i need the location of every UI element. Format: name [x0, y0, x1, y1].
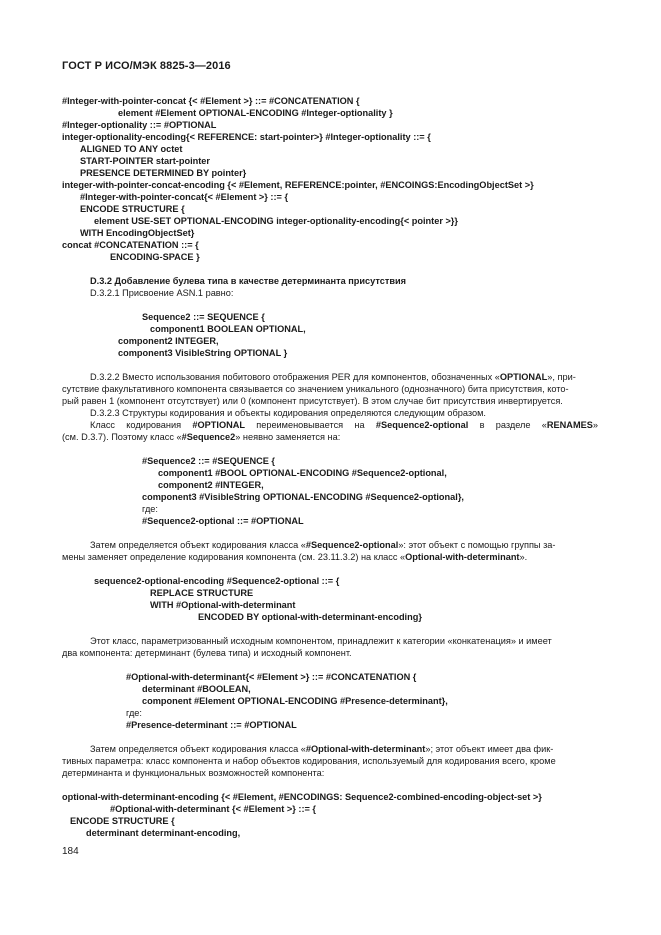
code-line: WITH #Optional-with-determinant	[150, 600, 296, 610]
paragraph: D.3.2.3 Структуры кодирования и объекты кодирования определяются следующим образом.	[90, 408, 486, 418]
code-line: determinant #BOOLEAN,	[142, 684, 251, 694]
paragraph-line: Затем определяется объект кодирования класса «#Optional-with-determinant»; этот объект имеет два фик-	[90, 744, 554, 754]
code-line: #Integer-with-pointer-concat {< #Element >} ::= #CONCATENATION {	[62, 96, 360, 106]
code-line: component2 #INTEGER,	[158, 480, 264, 490]
code-line: #Presence-determinant ::= #OPTIONAL	[126, 720, 297, 730]
paragraph-line: Затем определяется объект кодирования класса «#Sequence2-optional»: этот объект с помощью группы за-	[90, 540, 556, 550]
paragraph-line: сутствие факультативного компонента связывается со значением уникального (однозначного) бита присутствия, кото-	[62, 384, 569, 394]
paragraph-line: Этот класс, параметризованный исходным компонентом, принадлежит к категории «конкатенация» и имеет	[90, 636, 552, 646]
code-line: integer-optionality-encoding{< REFERENCE: start-pointer>} #Integer-optionality ::= {	[62, 132, 431, 142]
code-line: concat #CONCATENATION ::= {	[62, 240, 199, 250]
code-line: START-POINTER start-pointer	[80, 156, 210, 166]
code-line: component #Element OPTIONAL-ENCODING #Presence-determinant},	[142, 696, 448, 706]
code-line: component3 VisibleString OPTIONAL }	[118, 348, 288, 358]
code-line: #Sequence2-optional ::= #OPTIONAL	[142, 516, 304, 526]
paragraph: D.3.2.1 Присвоение ASN.1 равно:	[90, 288, 234, 298]
code-line: component3 #VisibleString OPTIONAL-ENCODING #Sequence2-optional},	[142, 492, 464, 502]
paragraph-line: мены заменяет определение кодирования компонента (см. 23.11.3.2) на класс «Optional-with-determinant».	[62, 552, 528, 562]
paragraph-line: два компонента: детерминант (булева типа) и исходный компонент.	[62, 648, 352, 658]
paragraph-line: D.3.2.2 Вместо использования побитового отображения PER для компонентов, обозначенных «OPTIONAL», при-	[90, 372, 576, 382]
page-number: 184	[62, 846, 79, 857]
code-line: element #Element OPTIONAL-ENCODING #Integer-optionality }	[118, 108, 393, 118]
section-heading: D.3.2 Добавление булева типа в качестве детерминанта присутствия	[90, 276, 407, 286]
code-line: ALIGNED TO ANY octet	[80, 144, 183, 154]
paragraph-line: Класс кодирования #OPTIONAL переименовывается на #Sequence2-optional в разделе «RENAMES»	[90, 420, 598, 430]
code-line: REPLACE STRUCTURE	[150, 588, 254, 598]
paragraph-line: (см. D.3.7). Поэтому класс «#Sequence2» неявно заменяется на:	[62, 432, 341, 442]
code-line: #Optional-with-determinant {< #Element >} ::= {	[110, 804, 316, 814]
code-line: где:	[126, 708, 142, 718]
code-line: optional-with-determinant-encoding {< #Element, #ENCODINGS: Sequence2-combined-encoding-object-set >}	[62, 792, 542, 802]
code-line: determinant determinant-encoding,	[86, 828, 241, 838]
code-line: component1 #BOOL OPTIONAL-ENCODING #Sequence2-optional,	[158, 468, 447, 478]
code-line: element USE-SET OPTIONAL-ENCODING integer-optionality-encoding{< pointer >}}	[94, 216, 458, 226]
document-header: ГОСТ Р ИСО/МЭК 8825-3—2016	[62, 60, 231, 72]
code-line: ENCODE STRUCTURE {	[80, 204, 185, 214]
code-line: #Integer-with-pointer-concat{< #Element >} ::= {	[80, 192, 289, 202]
code-line: где:	[142, 504, 158, 514]
code-line: WITH EncodingObjectSet}	[80, 228, 195, 238]
code-line: Sequence2 ::= SEQUENCE {	[142, 312, 265, 322]
code-line: ENCODE STRUCTURE {	[70, 816, 175, 826]
paragraph-line: детерминанта и функциональных возможностей компонента:	[62, 768, 325, 778]
code-line: sequence2-optional-encoding #Sequence2-optional ::= {	[94, 576, 340, 586]
code-line: ENCODED BY optional-with-determinant-encoding}	[198, 612, 422, 622]
code-line: #Optional-with-determinant{< #Element >} ::= #CONCATENATION {	[126, 672, 417, 682]
code-line: #Integer-optionality ::= #OPTIONAL	[62, 120, 217, 130]
code-line: component1 BOOLEAN OPTIONAL,	[150, 324, 306, 334]
code-line: integer-with-pointer-concat-encoding {< #Element, REFERENCE:pointer, #ENCOINGS:EncodingObjectSet >}	[62, 180, 534, 190]
code-line: ENCODING-SPACE }	[110, 252, 200, 262]
code-line: PRESENCE DETERMINED BY pointer}	[80, 168, 247, 178]
code-line: #Sequence2 ::= #SEQUENCE {	[142, 456, 276, 466]
paragraph-line: тивных параметра: класс компонента и набор объектов кодирования, используемый для кодирования всего, кроме	[62, 756, 556, 766]
code-line: component2 INTEGER,	[118, 336, 219, 346]
paragraph-line: рый равен 1 (компонент отсутствует) или 0 (компонент присутствует). В этом случае бит присутствия инвертируется.	[62, 396, 563, 406]
